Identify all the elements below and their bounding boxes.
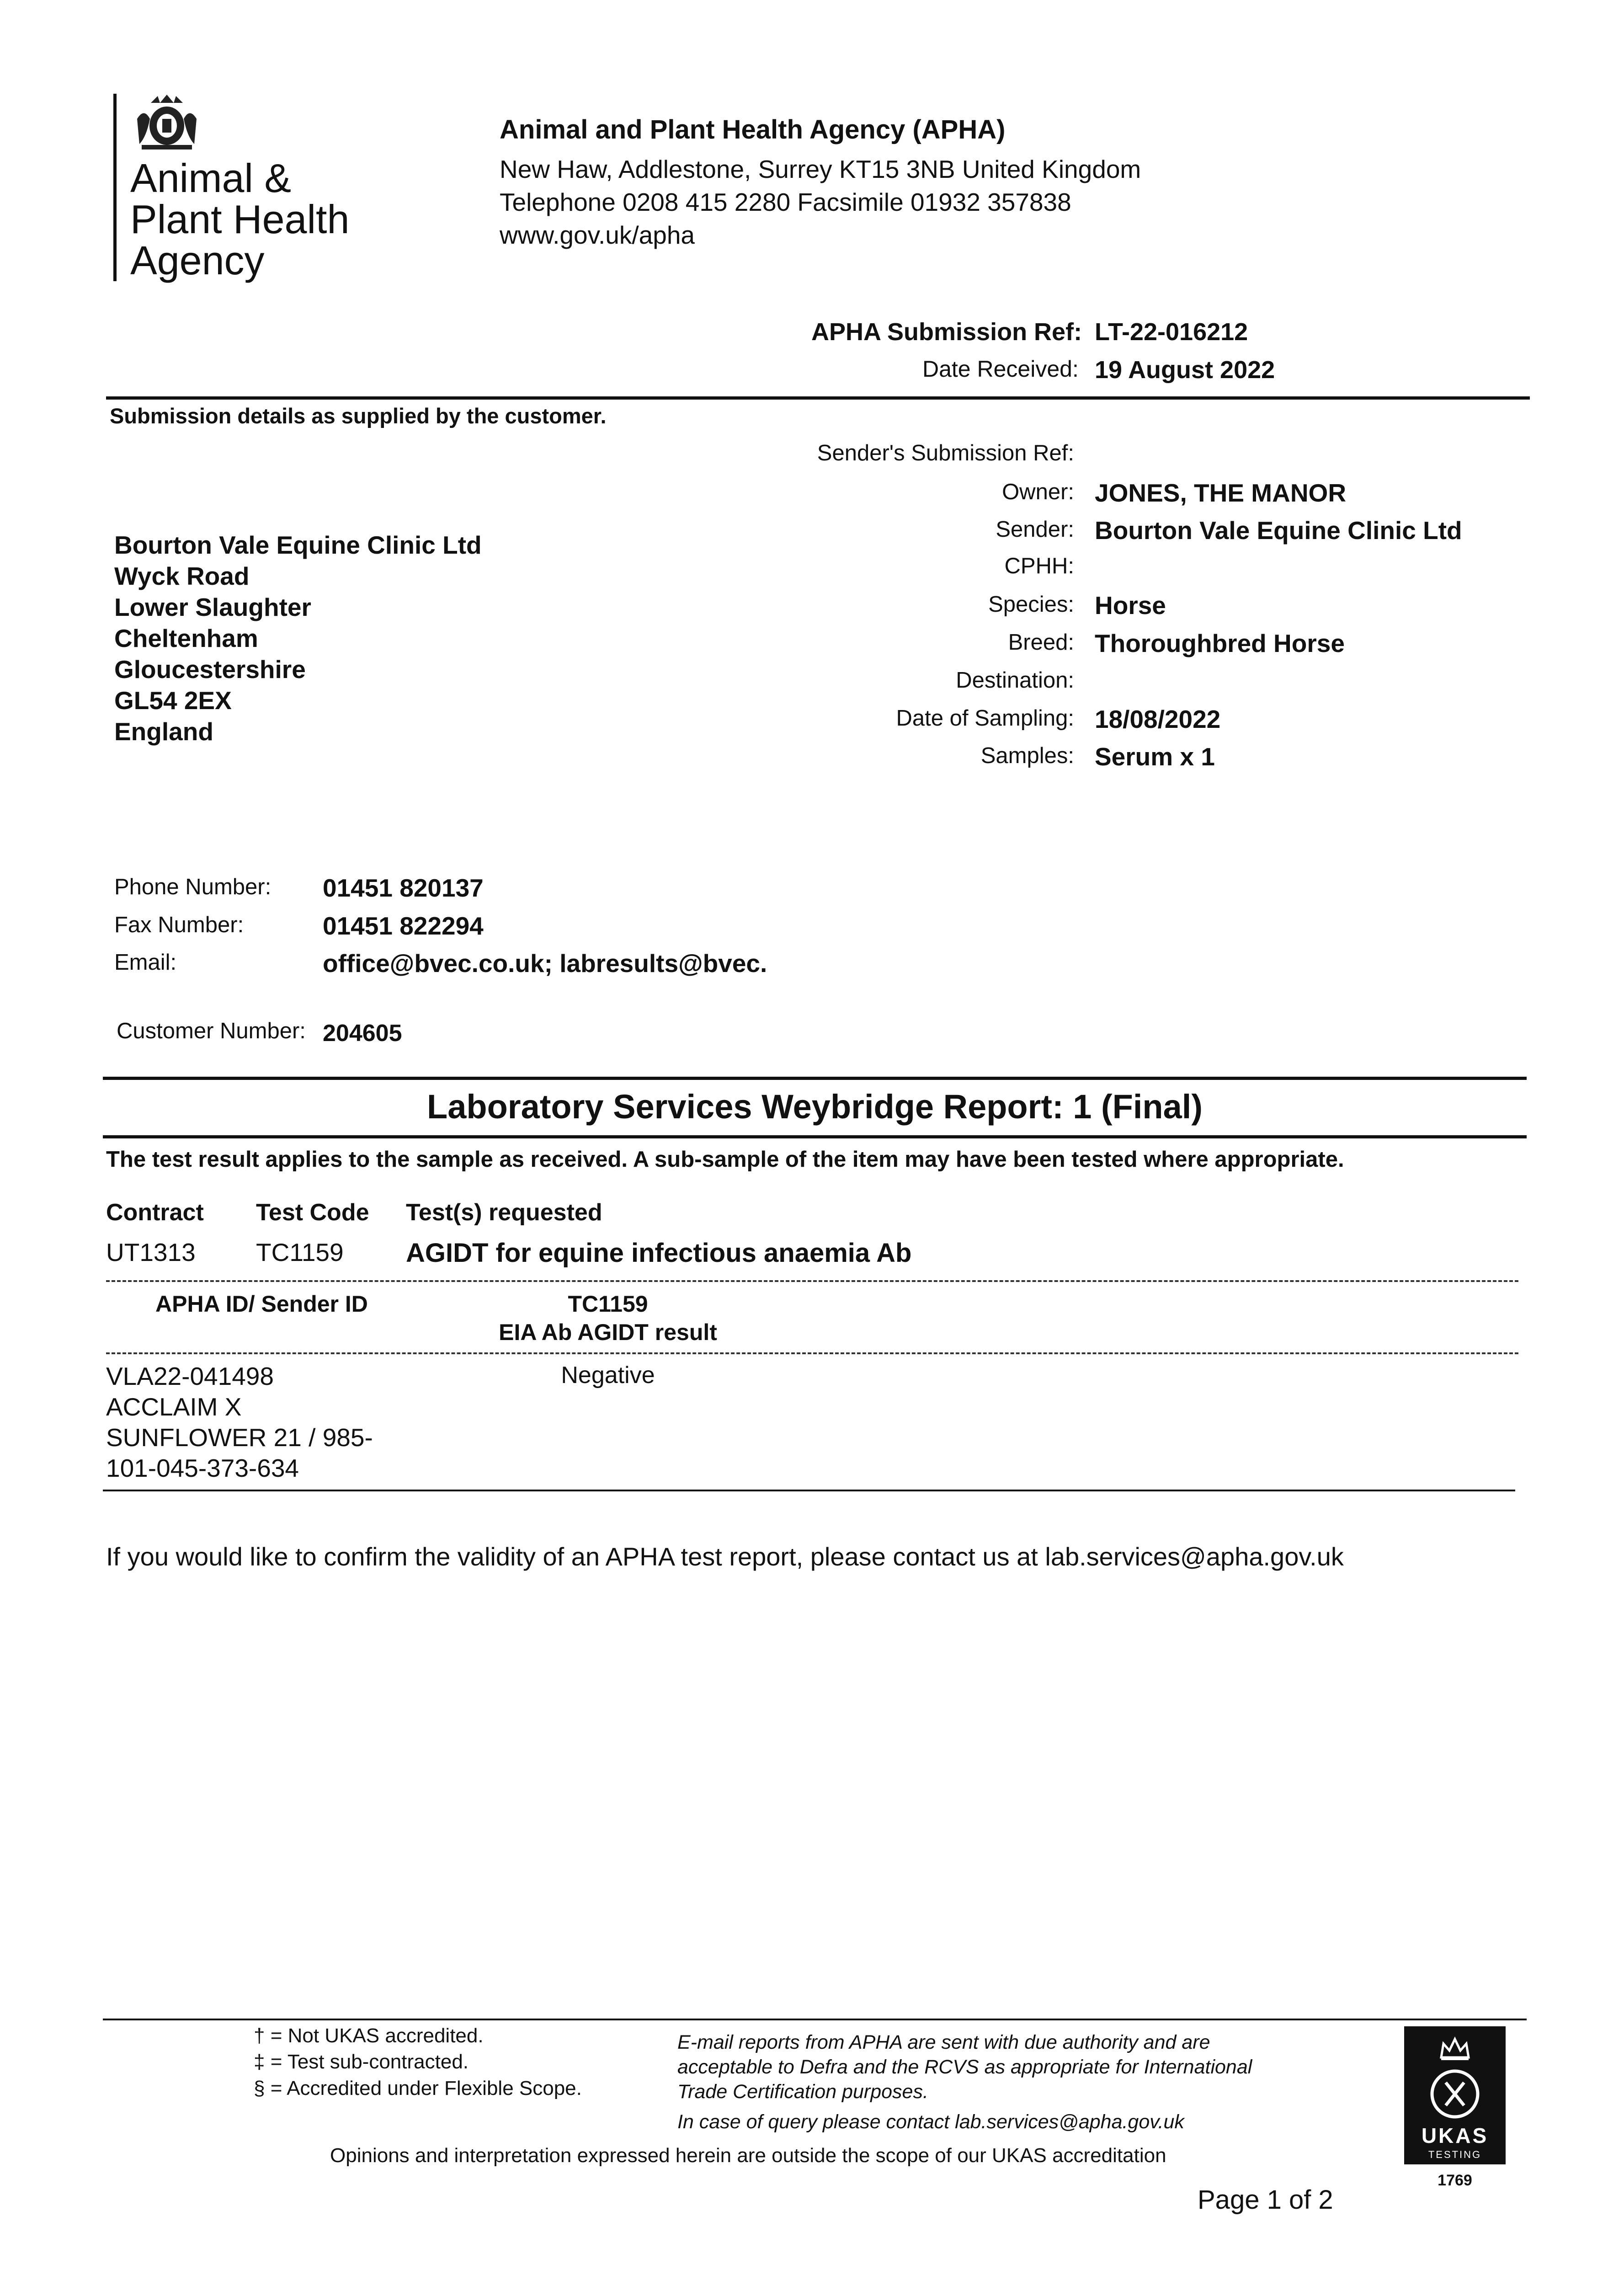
header-contract: Contract (106, 1199, 204, 1226)
agency-phone-fax: Telephone 0208 415 2280 Facsimile 01932 357838 (500, 188, 1071, 216)
detail-label-species: Species: (988, 592, 1074, 617)
row-test-code: TC1159 (256, 1238, 344, 1266)
address-line: Gloucestershire (114, 655, 306, 684)
phone-label: Phone Number: (114, 875, 272, 899)
legend-not-accredited: † = Not UKAS accredited. (254, 2024, 484, 2047)
date-received-label: Date Received: (922, 356, 1079, 382)
submission-note: Submission details as supplied by the customer. (110, 404, 607, 428)
address-line: Lower Slaughter (114, 593, 311, 621)
logo-text-line3: Agency (130, 238, 265, 283)
detail-value-breed: Thoroughbred Horse (1095, 629, 1345, 657)
email-value: office@bvec.co.uk; labresults@bvec. (323, 949, 767, 977)
detail-value-owner: JONES, THE MANOR (1095, 479, 1347, 507)
ukas-subtext: TESTING (1428, 2149, 1482, 2160)
ukas-tick-icon (1427, 2067, 1482, 2121)
detail-label-breed: Breed: (1008, 630, 1074, 655)
submission-ref-label: APHA Submission Ref: (811, 318, 1082, 346)
detail-label-owner: Owner: (1002, 480, 1074, 504)
result-header-name: EIA Ab AGIDT result (499, 1319, 717, 1345)
detail-value-species: Horse (1095, 591, 1166, 620)
email-note-line: E-mail reports from APHA are sent with due authority and are (677, 2031, 1210, 2053)
email-label: Email: (114, 950, 177, 975)
address-line: GL54 2EX (114, 686, 232, 715)
sample-id-line: 101-045-373-634 (106, 1454, 299, 1482)
fax-label: Fax Number: (114, 913, 244, 937)
page-number: Page 1 of 2 (1198, 2185, 1333, 2215)
report-note: The test result applies to the sample as received. A sub-sample of the item may have been tested where appropriate. (106, 1147, 1344, 1172)
email-note-line: acceptable to Defra and the RCVS as appropriate for International (677, 2056, 1252, 2078)
sample-id-line: ACCLAIM X (106, 1393, 242, 1421)
results-header-rule (106, 1280, 1518, 1282)
ukas-crown-icon (1437, 2035, 1473, 2062)
row-contract: UT1313 (106, 1238, 196, 1266)
header-test-code: Test Code (256, 1199, 369, 1226)
detail-label-sender: Sender: (996, 517, 1074, 542)
detail-label-samples: Samples: (980, 743, 1074, 768)
detail-label-sender-ref: Sender's Submission Ref: (817, 441, 1074, 465)
result-header-id: APHA ID/ Sender ID (155, 1291, 368, 1317)
validity-note: If you would like to confirm the validity of an APHA test report, please contact us at lab.services@apha.gov.uk (106, 1542, 1344, 1571)
ukas-badge (1404, 2026, 1506, 2164)
address-line: Bourton Vale Equine Clinic Ltd (114, 531, 482, 559)
detail-value-sender: Bourton Vale Equine Clinic Ltd (1095, 516, 1462, 545)
address-line: England (114, 717, 213, 746)
phone-value: 01451 820137 (323, 874, 484, 902)
results-subheader-rule (106, 1352, 1518, 1354)
logo-text-line1: Animal & (130, 155, 292, 201)
customer-number-label: Customer Number: (117, 1019, 306, 1043)
opinions-note: Opinions and interpretation expressed herein are outside the scope of our UKAS accreditation (330, 2144, 1166, 2167)
detail-label-date-sampling: Date of Sampling: (896, 706, 1074, 731)
detail-label-cphh: CPHH: (1004, 554, 1074, 578)
agency-website: www.gov.uk/apha (500, 221, 695, 249)
ukas-number: 1769 (1438, 2172, 1472, 2189)
report-top-rule (103, 1077, 1527, 1080)
legend-flexible-scope: § = Accredited under Flexible Scope. (254, 2077, 582, 2099)
report-title-rule (103, 1135, 1527, 1138)
detail-value-date-sampling: 18/08/2022 (1095, 705, 1221, 733)
footer-rule (103, 2019, 1527, 2020)
row-tests-requested: AGIDT for equine infectious anaemia Ab (406, 1238, 912, 1268)
header-tests-requested: Test(s) requested (406, 1199, 602, 1226)
detail-value-samples: Serum x 1 (1095, 742, 1215, 771)
detail-label-destination: Destination: (956, 668, 1074, 693)
date-received-value: 19 August 2022 (1095, 356, 1275, 384)
agency-name: Animal and Plant Health Agency (APHA) (500, 115, 1006, 144)
address-line: Wyck Road (114, 562, 250, 590)
query-note: In case of query please contact lab.services@apha.gov.uk (677, 2111, 1184, 2133)
agency-address: New Haw, Addlestone, Surrey KT15 3NB United Kingdom (500, 155, 1141, 183)
royal-crest-icon (133, 94, 201, 153)
address-line: Cheltenham (114, 624, 258, 652)
sample-id-line: SUNFLOWER 21 / 985- (106, 1423, 373, 1452)
header-rule (106, 396, 1530, 400)
email-note-line: Trade Certification purposes. (677, 2081, 928, 2103)
logo-rule (113, 94, 117, 281)
customer-number-value: 204605 (323, 1020, 402, 1047)
result-value: Negative (561, 1362, 655, 1389)
submission-ref-value: LT-22-016212 (1095, 318, 1248, 346)
report-title: Laboratory Services Weybridge Report: 1 (Final) (427, 1088, 1203, 1126)
result-header-code: TC1159 (568, 1291, 648, 1317)
legend-sub-contracted: ‡ = Test sub-contracted. (254, 2051, 469, 2073)
logo-text-line2: Plant Health (130, 197, 350, 242)
ukas-text: UKAS (1421, 2124, 1489, 2147)
sample-id-line: VLA22-041498 (106, 1362, 274, 1390)
results-bottom-rule (103, 1490, 1515, 1491)
fax-value: 01451 822294 (323, 912, 484, 940)
